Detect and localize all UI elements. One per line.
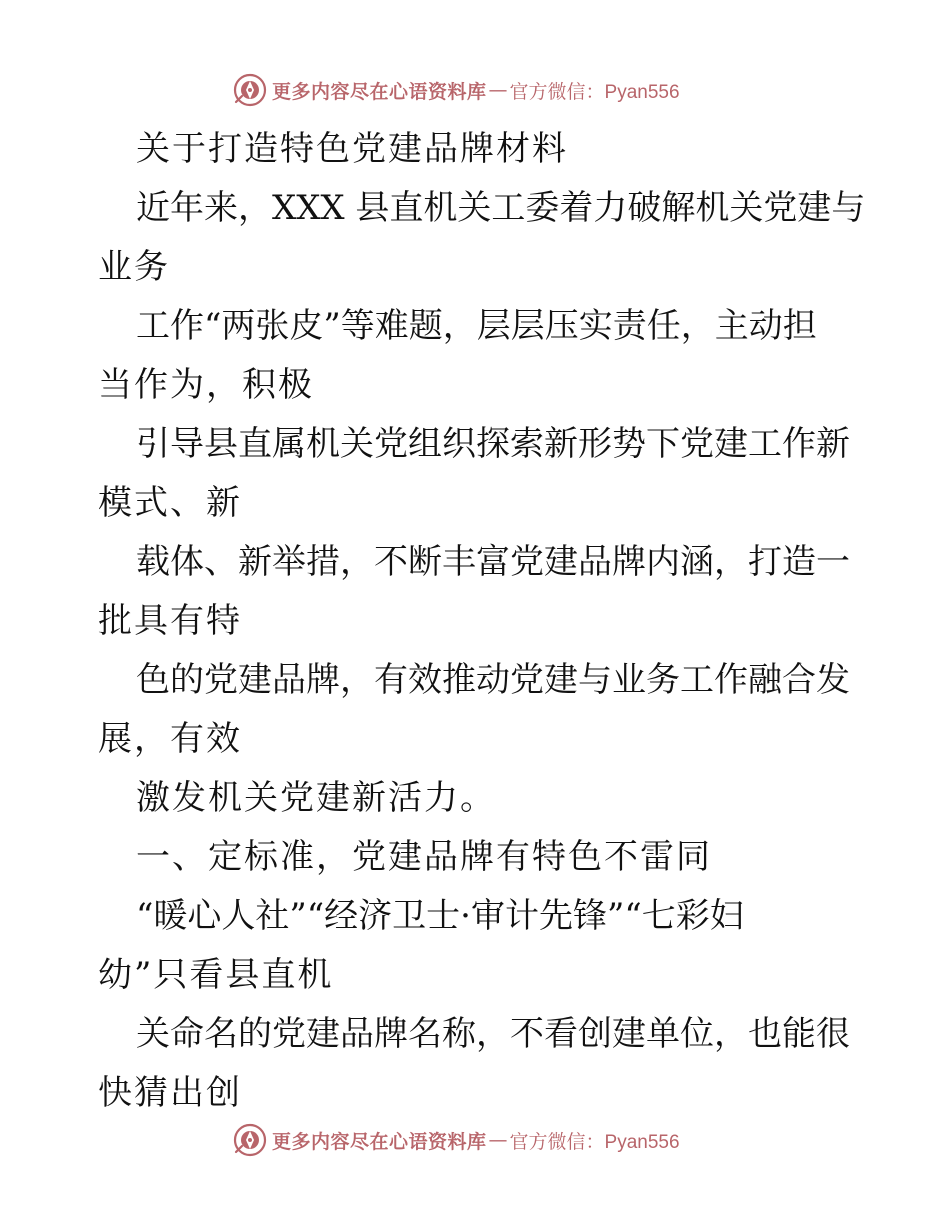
paragraph-line: 业务: [98, 247, 170, 287]
paragraph-line: 激发机关党建新活力。: [136, 778, 496, 818]
header-banner-dash: —: [488, 79, 508, 101]
paragraph-line: 模式、新: [98, 483, 242, 523]
paragraph-line: 关命名的党建品牌名称，不看创建单位，也能很: [136, 1014, 850, 1054]
paragraph-line: 快猜出创: [98, 1073, 242, 1113]
document-title: 关于打造特色党建品牌材料: [136, 129, 568, 169]
section-heading: 一、定标准，党建品牌有特色不雷同: [136, 837, 712, 877]
footer-banner-handle: 官方微信：Pyan556: [509, 1131, 680, 1153]
paragraph-line: 当作为，积极: [98, 365, 314, 405]
paragraph-line: 工作“两张皮”等难题，层层压实责任，主动担: [136, 306, 817, 346]
paragraph-line: 载体、新举措，不断丰富党建品牌内涵，打造一: [136, 542, 850, 582]
paragraph-line: 展，有效: [98, 719, 242, 759]
header-banner-handle: 官方微信：Pyan556: [509, 81, 680, 103]
footer-banner-dash: —: [488, 1129, 508, 1151]
header-watermark-banner: [232, 70, 680, 110]
header-banner-text: 更多内容尽在心语资料库: [272, 80, 487, 103]
paragraph-line: 批具有特: [98, 601, 242, 641]
paragraph-line: 色的党建品牌，有效推动党建与业务工作融合发: [136, 660, 850, 700]
pen-nib-logo-icon: [232, 1122, 268, 1158]
paragraph-line: 引导县直属机关党组织探索新形势下党建工作新: [136, 424, 850, 464]
paragraph-line: 近年来，XXX 县直机关工委着力破解机关党建与: [136, 188, 866, 228]
paragraph-line: “暖心人社”“经济卫士·审计先锋”“七彩妇: [136, 896, 744, 936]
footer-banner-text: 更多内容尽在心语资料库: [272, 1130, 487, 1153]
footer-watermark-banner: [232, 1120, 680, 1160]
document-body: [98, 120, 866, 1123]
pen-nib-logo-icon: [232, 72, 268, 108]
paragraph-line: 幼”只看县直机: [98, 955, 334, 995]
